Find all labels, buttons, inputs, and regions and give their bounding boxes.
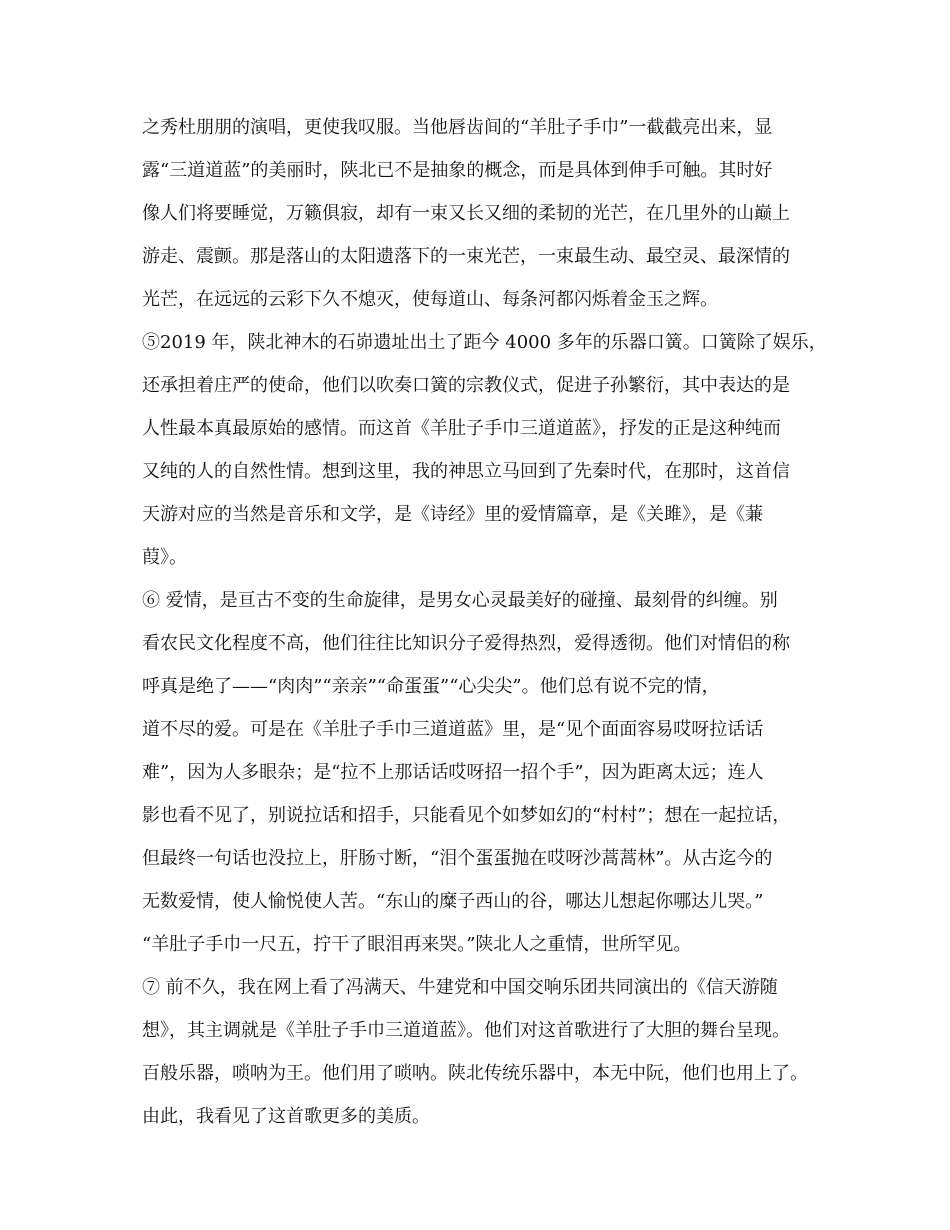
- text-line: 想》，其主调就是《羊肚子手巾三道道蓝》。他们对这首歌进行了大胆的舞台呈现。: [142, 1020, 790, 1041]
- text-line: 由此，我看见了这首歌更多的美质。: [142, 1106, 430, 1127]
- text-line: 之秀杜朋朋的演唱，更使我叹服。当他唇齿间的“羊肚子手巾”一截截亮出来，显: [142, 117, 773, 138]
- text-line: 露“三道道蓝”的美丽时，陕北已不是抽象的概念，而是具体到伸手可触。其时好: [142, 160, 773, 181]
- text-line: “羊肚子手巾一尺五，拧干了眼泪再来哭。”陕北人之重情，世所罕见。: [142, 934, 692, 955]
- text-line: 像人们将要睡觉，万籁俱寂，却有一束又长又细的柔韧的光芒，在几里外的山巅上: [142, 203, 790, 224]
- text-line: 百般乐器，唢呐为王。他们用了唢呐。陕北传统乐器中，本无中阮，他们也用上了。: [142, 1063, 808, 1084]
- article-body: [142, 106, 832, 1138]
- text-line: 难”，因为人多眼杂；是“拉不上那话话哎呀招一招个手”，因为距离太远；连人: [142, 762, 764, 783]
- paragraph-6-start: ⑥ 爱情，是亘古不变的生命旋律，是男女心灵最美好的碰撞、最刻骨的纠缠。别: [142, 590, 778, 611]
- text-line: 道不尽的爱。可是在《羊肚子手巾三道道蓝》里，是“见个面面容易哎呀拉话话: [142, 719, 764, 740]
- text-line: 影也看不见了，别说拉话和招手，只能看见个如梦如幻的“村村”；想在一起拉话，: [142, 805, 791, 826]
- text-line: 但最终一句话也没拉上，肝肠寸断，“泪个蛋蛋抛在哎呀沙蒿蒿林”。从古迄今的: [142, 848, 773, 869]
- paragraph-5-start: ⑤2019 年，陕北神木的石峁遗址出土了距今 4000 多年的乐器口簧。口簧除了娱乐，: [142, 332, 827, 353]
- text-line: 又纯的人的自然性情。想到这里，我的神思立马回到了先秦时代，在那时，这首信: [142, 461, 790, 482]
- text-line: 葭》。: [142, 547, 187, 568]
- text-line: 无数爱情，使人愉悦使人苦。“东山的糜子西山的谷，哪达儿想起你哪达儿哭。”: [142, 891, 764, 912]
- text-line: 天游对应的当然是音乐和文学，是《诗经》里的爱情篇章，是《关雎》，是《蒹: [142, 504, 763, 525]
- text-line: 人性最本真最原始的感情。而这首《羊肚子手巾三道道蓝》，抒发的正是这种纯而: [142, 418, 781, 439]
- text-line: 游走、震颤。那是落山的太阳遗落下的一束光芒，一束最生动、最空灵、最深情的: [142, 246, 790, 267]
- text-line: 光芒，在远远的云彩下久不熄灭，使每道山、每条河都闪烁着金玉之辉。: [142, 289, 718, 310]
- text-line: 还承担着庄严的使命，他们以吹奏口簧的宗教仪式，促进子孙繁衍，其中表达的是: [142, 375, 790, 396]
- paragraph-7-start: ⑦ 前不久，我在网上看了冯满天、牛建党和中国交响乐团共同演出的《信天游随: [142, 977, 778, 998]
- text-line: 看农民文化程度不高，他们往往比知识分子爱得热烈，爱得透彻。他们对情侣的称: [142, 633, 790, 654]
- text-line: 呼真是绝了——“肉肉”“亲亲”“命蛋蛋”“心尖尖”。他们总有说不完的情，: [142, 676, 720, 697]
